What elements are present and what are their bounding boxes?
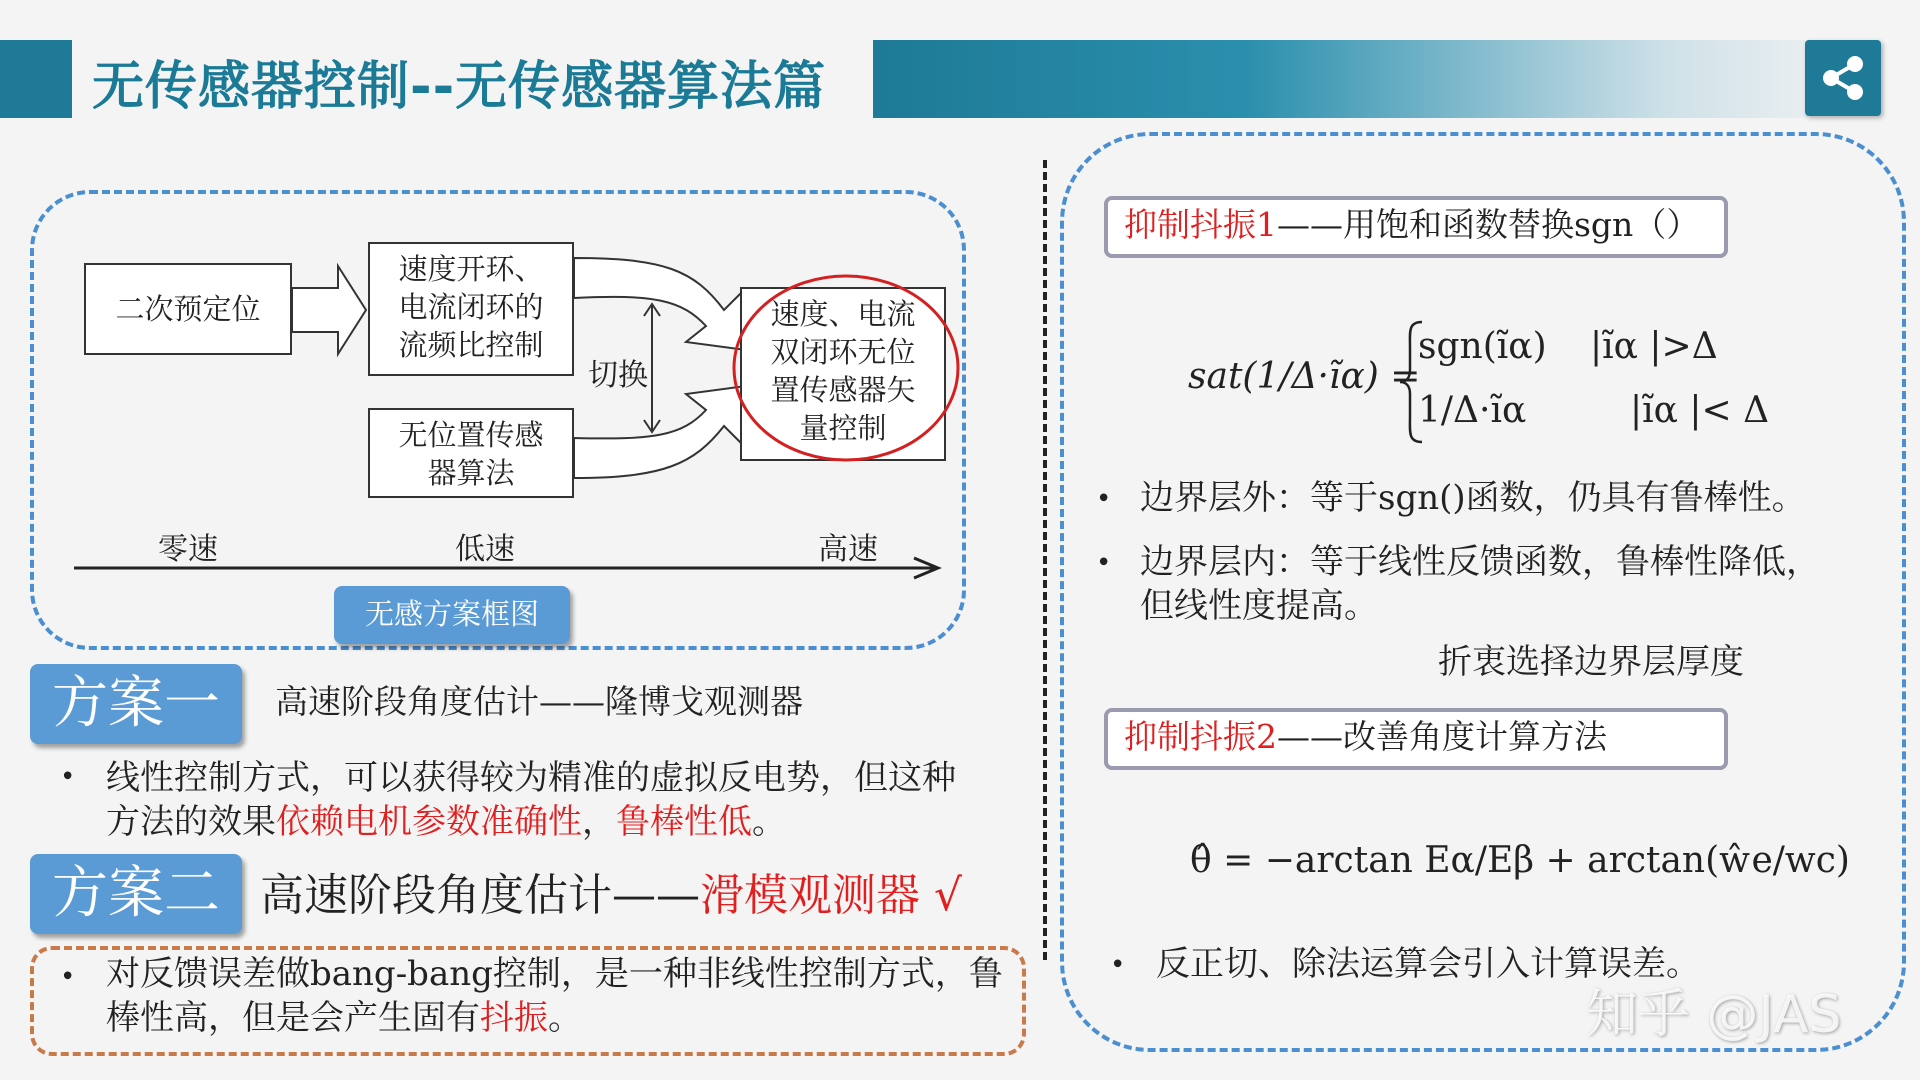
plan1-bullet-line1: 线性控制方式，可以获得较为精准的虚拟反电势，但这种 bbox=[106, 758, 956, 798]
bullet-dot: • bbox=[1096, 548, 1112, 578]
suppression2-rest: ——改善角度计算方法 bbox=[1277, 717, 1607, 756]
plan1-bullet-b: 方法的效果 bbox=[106, 802, 276, 842]
formula1-cond2: |ĩα |< Δ bbox=[1630, 390, 1770, 431]
right-bullet1: 边界层外：等于sgn()函数，仍具有鲁棒性。 bbox=[1140, 478, 1806, 518]
speed-low-label: 低速 bbox=[455, 532, 515, 567]
bullet-dot: • bbox=[60, 762, 76, 792]
plan2-bullet-d: 。 bbox=[548, 998, 582, 1038]
right-bullet2 bbox=[1140, 540, 1820, 628]
plan2-bullet-c: 抖振 bbox=[480, 998, 548, 1038]
title-gradient-bar bbox=[873, 40, 1808, 118]
plan1-bullet-f: 。 bbox=[752, 802, 786, 842]
speed-axis-arrow bbox=[72, 556, 942, 580]
box-open-loop-line1: 速度开环、 bbox=[398, 252, 544, 286]
plan1-bullet-e: 鲁棒性低 bbox=[616, 802, 752, 842]
section-divider bbox=[1043, 160, 1047, 960]
box-dual-line4: 量控制 bbox=[799, 411, 887, 445]
highlight-circle bbox=[728, 270, 964, 466]
box-open-loop-control bbox=[368, 242, 574, 376]
plan2-bullet-line1: 对反馈误差做bang-bang控制，是一种非线性控制方式，鲁 bbox=[106, 954, 1003, 994]
suppression1-red: 抑制抖振1 bbox=[1124, 205, 1277, 244]
right-bullet2-line1: 边界层内：等于线性反馈函数，鲁棒性降低， bbox=[1140, 542, 1820, 582]
box-open-loop-line2: 电流闭环的 bbox=[398, 290, 544, 324]
share-glyph bbox=[1805, 40, 1881, 116]
formula2: θ̂ = −arctan Eα/Eβ + arctan(ŵe/wc) bbox=[1190, 840, 1850, 881]
right-bullet3: 反正切、除法运算会引入计算误差。 bbox=[1156, 944, 1700, 984]
plan1-label: 方案一 bbox=[30, 664, 242, 744]
plan2-title-b: 滑模观测器 √ bbox=[700, 870, 963, 921]
title-accent-block bbox=[0, 40, 72, 118]
bullet-dot: • bbox=[1110, 950, 1126, 980]
box-secondary-positioning-label: 二次预定位 bbox=[115, 292, 261, 326]
plan2-bullet-line2 bbox=[106, 996, 1016, 1040]
formula1-case2: 1/Δ·ĩα bbox=[1418, 390, 1527, 431]
speed-high-label: 高速 bbox=[818, 532, 878, 567]
suppression1-box bbox=[1104, 196, 1728, 258]
speed-zero-label: 零速 bbox=[158, 532, 218, 567]
plan2-title-a: 高速阶段角度估计—— bbox=[260, 870, 700, 921]
formula1-case1: sgn(ĩα) bbox=[1418, 326, 1547, 367]
watermark: 知乎 @JAS bbox=[1586, 985, 1842, 1045]
suppression2-red: 抑制抖振2 bbox=[1124, 717, 1277, 756]
diagram-caption-button: 无感方案框图 bbox=[334, 586, 570, 644]
plan2-bullet bbox=[106, 952, 1016, 1040]
right-arrow-icon bbox=[290, 262, 370, 358]
bullet-dot: • bbox=[1096, 484, 1112, 514]
tradeoff-note: 折衷选择边界层厚度 bbox=[1438, 642, 1744, 682]
plan1-bullet bbox=[106, 756, 1026, 844]
formula1-cond1: |ĩα |>Δ bbox=[1590, 326, 1718, 367]
page-title: 无传感器控制--无传感器算法篇 bbox=[92, 57, 827, 117]
box-dual-line1: 速度、电流 bbox=[770, 297, 916, 331]
right-bullet2-line2: 但线性度提高。 bbox=[1140, 586, 1378, 626]
bullet-dot: • bbox=[60, 962, 76, 992]
plan2-label: 方案二 bbox=[30, 854, 242, 934]
plan1-bullet-c: 依赖电机参数准确性 bbox=[276, 802, 582, 842]
box-secondary-positioning bbox=[84, 263, 292, 355]
box-dual-line2: 双闭环无位 bbox=[770, 335, 916, 369]
plan2-bullet-b: 棒性高，但是会产生固有 bbox=[106, 998, 480, 1038]
box-dual-line3: 置传感器矢 bbox=[770, 373, 916, 407]
box-sensorless-line2: 器算法 bbox=[427, 456, 515, 490]
box-open-loop-line3: 流频比控制 bbox=[398, 328, 544, 362]
suppression2-box bbox=[1104, 708, 1728, 770]
plan1-bullet-d: ， bbox=[582, 802, 616, 842]
switch-label: 切换 bbox=[588, 358, 648, 393]
plan1-title: 高速阶段角度估计——隆博戈观测器 bbox=[275, 682, 803, 721]
plan1-bullet-line2 bbox=[106, 800, 1026, 844]
suppression1-rest: ——用饱和函数替换sgn（） bbox=[1277, 205, 1700, 244]
formula1-lhs: sat(1/Δ·ĩα) = bbox=[1188, 356, 1421, 397]
share-icon[interactable] bbox=[1805, 40, 1881, 116]
box-sensorless-line1: 无位置传感 bbox=[398, 418, 544, 452]
box-sensorless-algorithm bbox=[368, 408, 574, 498]
plan2-title bbox=[260, 868, 962, 924]
